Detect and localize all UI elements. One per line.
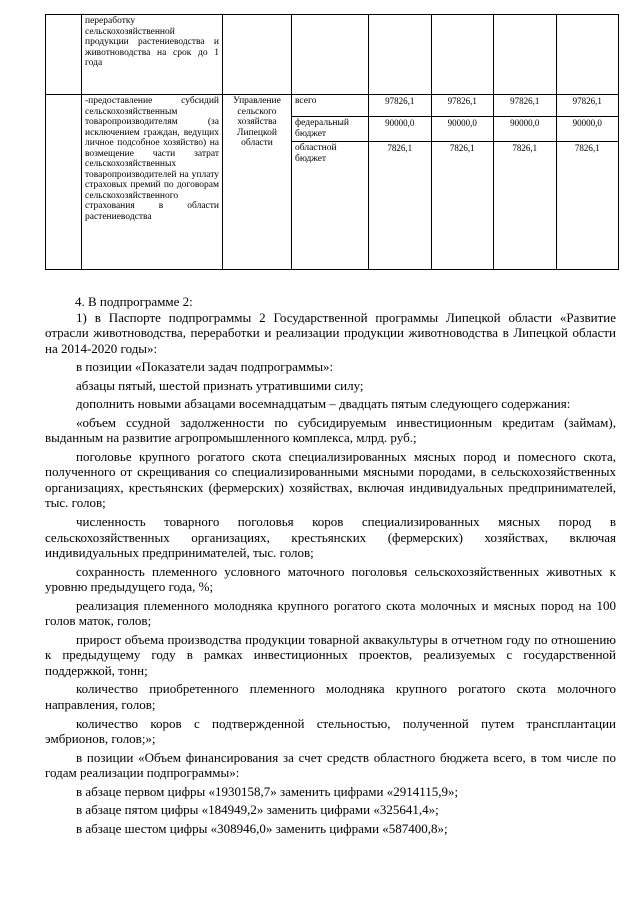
- paragraph: в абзаце первом цифры «1930158,7» заменить цифрами «2914115,9»;: [76, 783, 459, 799]
- value-cell: 90000,0: [556, 117, 619, 142]
- paragraph: в абзаце шестом цифры «308946,0» заменить цифрами «587400,8»;: [76, 820, 448, 836]
- executor-cell: Управление сельского хозяйства Липецкой области: [223, 95, 292, 270]
- value-cell: 90000,0: [494, 117, 557, 142]
- paragraph: в абзаце пятом цифры «184949,2» заменить цифрами «325641,4»;: [76, 802, 439, 818]
- table-row: [46, 15, 619, 95]
- financing-table: [45, 14, 619, 270]
- value-cell: 97826,1: [431, 95, 494, 117]
- paragraph: численность товарного поголовья коров специализированных мясных пород в сельскохозяйственных организациях, крестьянских (фермерских) хозяйствах, включая индивидуальных предпринимателей, тыс. голов;: [45, 514, 616, 561]
- value-cell: 97826,1: [494, 95, 557, 117]
- value-cell: 97826,1: [369, 95, 432, 117]
- table-row: [46, 95, 619, 117]
- value-cell: 90000,0: [431, 117, 494, 142]
- source-cell: федеральный бюджет: [292, 117, 369, 142]
- paragraph: абзацы пятый, шестой признать утратившими силу;: [76, 377, 364, 393]
- value-cell: 7826,1: [556, 142, 619, 270]
- paragraph: в позиции «Объем финансирования за счет средств областного бюджета всего, в том числе по годам реализации подпрограммы»:: [45, 749, 616, 781]
- paragraph: дополнить новыми абзацами восемнадцатым – двадцать пятым следующего содержания:: [76, 396, 571, 412]
- section-heading: 4. В подпрограмме 2:: [75, 294, 193, 309]
- body-text: [45, 294, 616, 840]
- source-cell: областной бюджет: [292, 142, 369, 270]
- value-cell: 7826,1: [431, 142, 494, 270]
- paragraph: «объем ссудной задолженности по субсидируемым инвестиционным кредитам (займам), выданным на развитие агропромышленного комплекса, млрд. руб.;: [45, 414, 616, 446]
- paragraph: сохранность племенного условного маточного поголовья сельскохозяйственных животных к уровню предыдущего года, %;: [45, 563, 616, 595]
- measure-cell: -предоставление субсидий сельскохозяйственным товаропроизводителям (за исключением граждан, ведущих личное подсобное хозяйство) на возмещение части затрат сельскохозяйственных товаропроизводителей на уплату страховых премий по договорам сельскохозяйственного страхования в области растениеводства: [82, 95, 223, 270]
- source-cell: всего: [292, 95, 369, 117]
- paragraph: реализация племенного молодняка крупного рогатого скота молочных и мясных пород на 100 голов маток, голов;: [45, 597, 616, 629]
- measure-cell: переработку сельскохозяйственной продукции растениеводства и животноводства на срок до 1 года: [82, 15, 223, 95]
- paragraph: количество приобретенного племенного молодняка крупного рогатого скота молочного направления, голов;: [45, 681, 616, 712]
- value-cell: 7826,1: [369, 142, 432, 270]
- paragraph: прирост объема производства продукции товарной аквакультуры в отчетном году по отношению к предыдущему году в рамках инвестиционных проектов, реализуемых с государственной поддержкой, тонн;: [45, 631, 616, 678]
- paragraph: количество коров с подтвержденной стельностью, полученной путем трансплантации эмбрионов, голов;»;: [45, 715, 616, 747]
- value-cell: 97826,1: [556, 95, 619, 117]
- paragraph: 1) в Паспорте подпрограммы 2 Государственной программы Липецкой области «Развитие отрасли животноводства, переработки и реализации продукции животноводства в Липецкой области на 2014-2020 годы»:: [45, 309, 616, 356]
- paragraph: поголовье крупного рогатого скота специализированных мясных пород и помесного скота, полученного от скрещивания со специализированными мясными породами, в сельскохозяйственных организациях, крестьянских (фермерских) хозяйствах, включая индивидуальных предпринимателей, тыс. голов;: [45, 448, 616, 511]
- paragraph: в позиции «Показатели задач подпрограммы»:: [76, 359, 334, 375]
- value-cell: 90000,0: [369, 117, 432, 142]
- value-cell: 7826,1: [494, 142, 557, 270]
